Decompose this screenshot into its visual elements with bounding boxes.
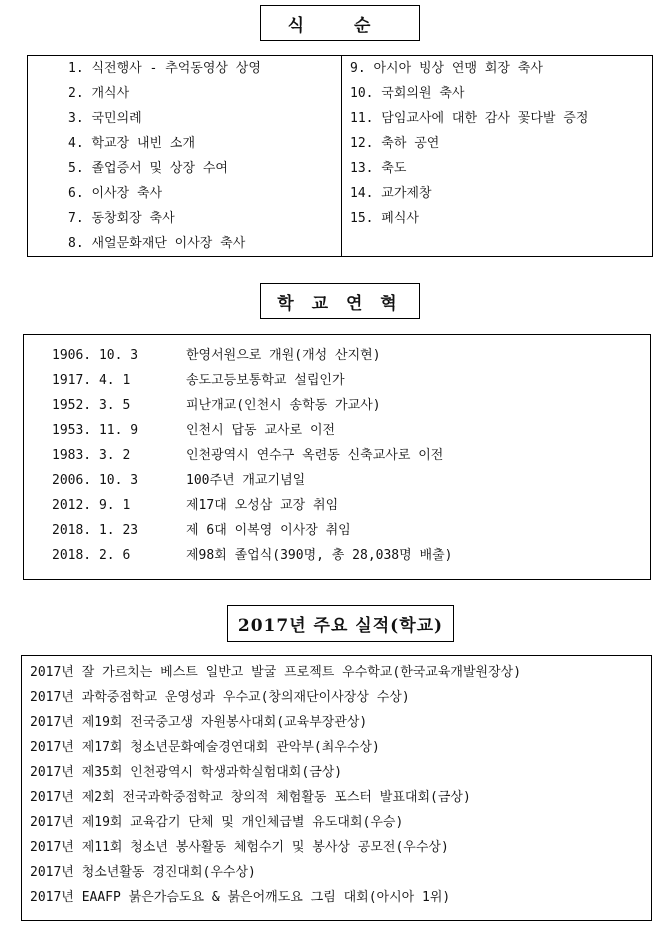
achievement-item: 2017년 제19회 교육감기 단체 및 개인체급별 유도대회(우승) xyxy=(30,815,404,830)
history-row xyxy=(52,393,381,418)
history-date: 1952. 3. 5 xyxy=(52,398,131,413)
history-date: 1983. 3. 2 xyxy=(52,448,131,463)
history-row xyxy=(52,443,443,468)
ceremony-item: 11. 담임교사에 대한 감사 꽃다발 증정 xyxy=(350,111,589,126)
history-event: 송도고등보통학교 설립인가 xyxy=(186,373,345,388)
achievements-box xyxy=(21,655,652,921)
ceremony-item: 9. 아시아 빙상 연맹 회장 축사 xyxy=(350,61,543,76)
history-event: 제17대 오성삼 교장 취임 xyxy=(186,498,339,513)
history-event: 피난개교(인천시 송학동 가교사) xyxy=(186,398,381,413)
history-date: 1917. 4. 1 xyxy=(52,373,131,388)
history-event: 인천광역시 연수구 옥련동 신축교사로 이전 xyxy=(186,448,444,463)
history-event: 제 6대 이복영 이사장 취임 xyxy=(186,523,351,538)
history-row xyxy=(52,368,345,393)
history-row xyxy=(52,343,381,368)
ceremony-item: 10. 국회의원 축사 xyxy=(350,86,465,101)
achievement-item: 2017년 제11회 청소년 봉사활동 체험수기 및 봉사상 공모전(우수상) xyxy=(30,840,449,855)
ceremony-item: 12. 축하 공연 xyxy=(350,136,440,151)
ceremony-item: 13. 축도 xyxy=(350,161,407,176)
achievements-title: 2017년 주요 실적(학교) xyxy=(227,605,454,642)
achievement-item: 2017년 과학중점학교 운영성과 우수교(창의재단이사장상 수상) xyxy=(30,690,410,705)
achievement-item: 2017년 잘 가르치는 베스트 일반고 발굴 프로젝트 우수학교(한국교육개발원장상) xyxy=(30,665,522,680)
achievement-item: 2017년 제19회 전국중고생 자원봉사대회(교육부장관상) xyxy=(30,715,368,730)
ceremony-order-box xyxy=(27,55,653,257)
achievement-item: 2017년 제2회 전국과학중점학교 창의적 체험활동 포스터 발표대회(금상) xyxy=(30,790,471,805)
history-row xyxy=(52,493,338,518)
ceremony-item: 2. 개식사 xyxy=(68,86,130,101)
history-date: 1906. 10. 3 xyxy=(52,348,139,363)
achievement-item: 2017년 청소년활동 경진대회(우수상) xyxy=(30,865,256,880)
history-event: 한영서원으로 개원(개성 산지현) xyxy=(186,348,381,363)
history-row xyxy=(52,543,452,568)
history-date: 1953. 11. 9 xyxy=(52,423,139,438)
ceremony-item: 14. 교가제창 xyxy=(350,186,432,201)
ceremony-item: 3. 국민의례 xyxy=(68,111,142,126)
achievement-item: 2017년 제35회 인천광역시 학생과학실험대회(금상) xyxy=(30,765,343,780)
history-row xyxy=(52,468,305,493)
achievement-item: 2017년 제17회 청소년문화예술경연대회 관악부(최우수상) xyxy=(30,740,380,755)
ceremony-item: 5. 졸업증서 및 상장 수여 xyxy=(68,161,228,176)
history-box xyxy=(23,334,651,580)
ceremony-left-column xyxy=(68,56,261,256)
history-date: 2006. 10. 3 xyxy=(52,473,139,488)
achievements-list xyxy=(30,660,521,910)
ceremony-item: 8. 새얼문화재단 이사장 축사 xyxy=(68,236,246,251)
ceremony-item: 15. 폐식사 xyxy=(350,211,419,226)
history-event: 제98회 졸업식(390명, 총 28,038명 배출) xyxy=(186,548,453,563)
ceremony-right-column xyxy=(350,56,588,231)
history-date: 2012. 9. 1 xyxy=(52,498,131,513)
ceremony-item: 1. 식전행사 - 추억동영상 상영 xyxy=(68,61,261,76)
history-event: 인천시 답동 교사로 이전 xyxy=(186,423,336,438)
achievement-item: 2017년 EAAFP 붉은가슴도요 & 붉은어깨도요 그림 대회(아시아 1위) xyxy=(30,890,451,905)
history-row xyxy=(52,518,351,543)
history-event: 100주년 개교기념일 xyxy=(186,473,306,488)
ceremony-title: 식 순 xyxy=(260,5,420,41)
ceremony-item: 4. 학교장 내빈 소개 xyxy=(68,136,196,151)
ceremony-item: 7. 동창회장 축사 xyxy=(68,211,175,226)
history-row xyxy=(52,418,335,443)
column-divider xyxy=(341,56,342,256)
ceremony-item: 6. 이사장 축사 xyxy=(68,186,163,201)
history-date: 2018. 2. 6 xyxy=(52,548,131,563)
history-date: 2018. 1. 23 xyxy=(52,523,139,538)
history-title: 학 교 연 혁 xyxy=(260,283,420,319)
